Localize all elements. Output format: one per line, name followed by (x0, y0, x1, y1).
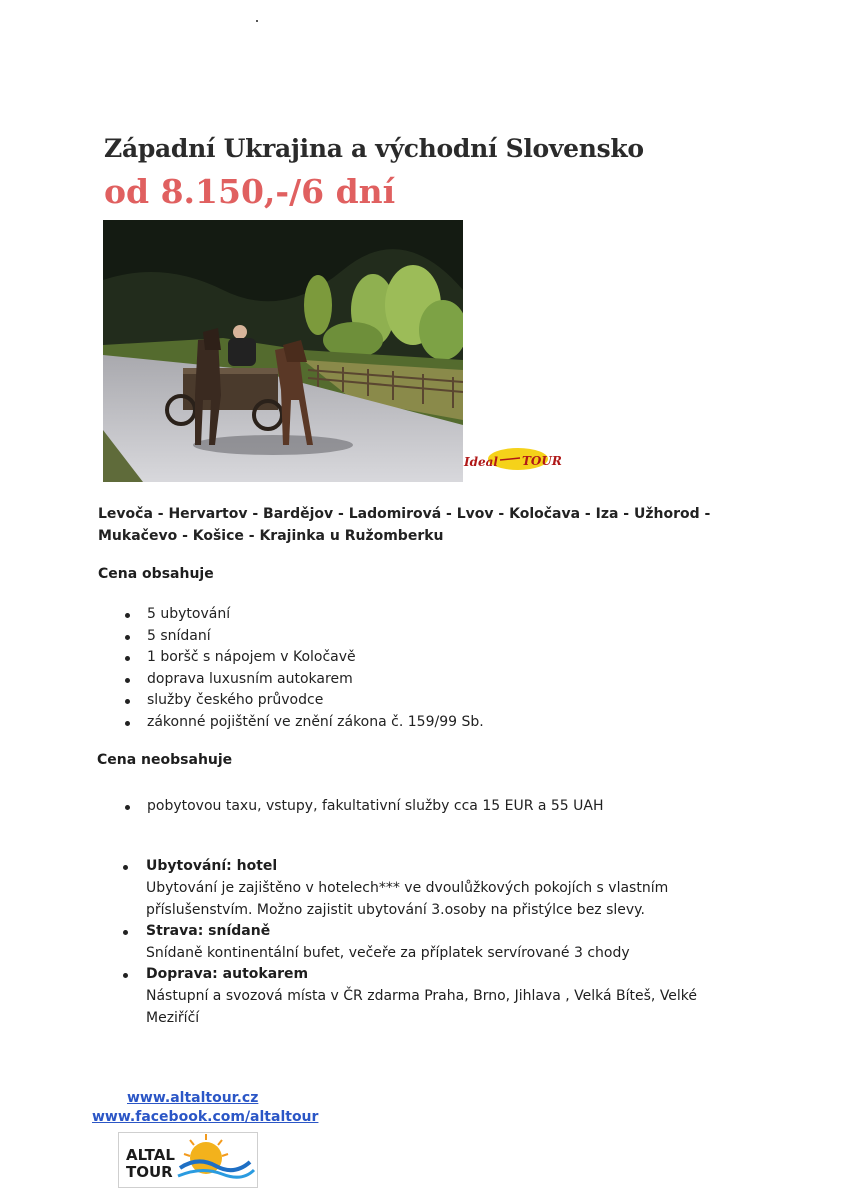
price-includes-list (147, 604, 484, 733)
detail-text: Ubytování je zajištěno v hotelech*** ve dvoulůžkových pokojích s vlastním příslušenstvím. Možno zajistit ubytování 3.osoby na přistýlce bez slevy. (146, 880, 669, 918)
page-title: Západní Ukrajina a východní Slovensko (104, 134, 644, 163)
website-link[interactable]: www.altaltour.cz (127, 1090, 259, 1106)
detail-transport (146, 964, 746, 1029)
svg-text:Ideal: Ideal (464, 455, 498, 469)
svg-text:TOUR: TOUR (522, 454, 562, 468)
list-item: 5 ubytování (147, 604, 484, 626)
detail-meals (146, 921, 746, 964)
list-item: pobytovou taxu, vstupy, fakultativní služby cca 15 EUR a 55 UAH (147, 796, 604, 818)
price-excludes-list (147, 796, 604, 818)
ideal-tour-logo (462, 448, 574, 472)
horse-cart-photo (103, 220, 463, 482)
list-item: 5 snídaní (147, 626, 484, 648)
tour-route: Levoča - Hervartov - Bardějov - Ladomirová - Lvov - Koločava - Iza - Užhorod - Mukačevo - Košice - Krajinka u Ružomberku (98, 506, 711, 544)
svg-text:ALTAL: ALTAL (126, 1146, 175, 1164)
list-item: služby českého průvodce (147, 690, 484, 712)
detail-heading: Doprava: autokarem (146, 966, 309, 982)
price-headline: od 8.150,-/6 dní (104, 172, 396, 211)
detail-heading: Strava: snídaně (146, 923, 271, 939)
facebook-link[interactable]: www.facebook.com/altaltour (92, 1109, 319, 1125)
price-includes-heading: Cena obsahuje (98, 566, 214, 582)
price-excludes-heading: Cena neobsahuje (97, 752, 233, 768)
list-item: zákonné pojištění ve znění zákona č. 159/99 Sb. (147, 712, 484, 734)
list-item: 1 boršč s nápojem v Koločavě (147, 647, 484, 669)
altal-tour-logo (118, 1132, 258, 1188)
detail-accommodation (146, 856, 746, 921)
detail-heading: Ubytování: hotel (146, 858, 278, 874)
tour-details (146, 856, 746, 1029)
svg-text:TOUR: TOUR (126, 1163, 173, 1181)
detail-text: Snídaně kontinentální bufet, večeře za příplatek servírované 3 chody (146, 945, 630, 961)
list-item: doprava luxusním autokarem (147, 669, 484, 691)
detail-text: Nástupní a svozová místa v ČR zdarma Praha, Brno, Jihlava , Velká Bíteš, Velké Meziříčí (146, 988, 698, 1026)
scan-speck (256, 20, 258, 22)
